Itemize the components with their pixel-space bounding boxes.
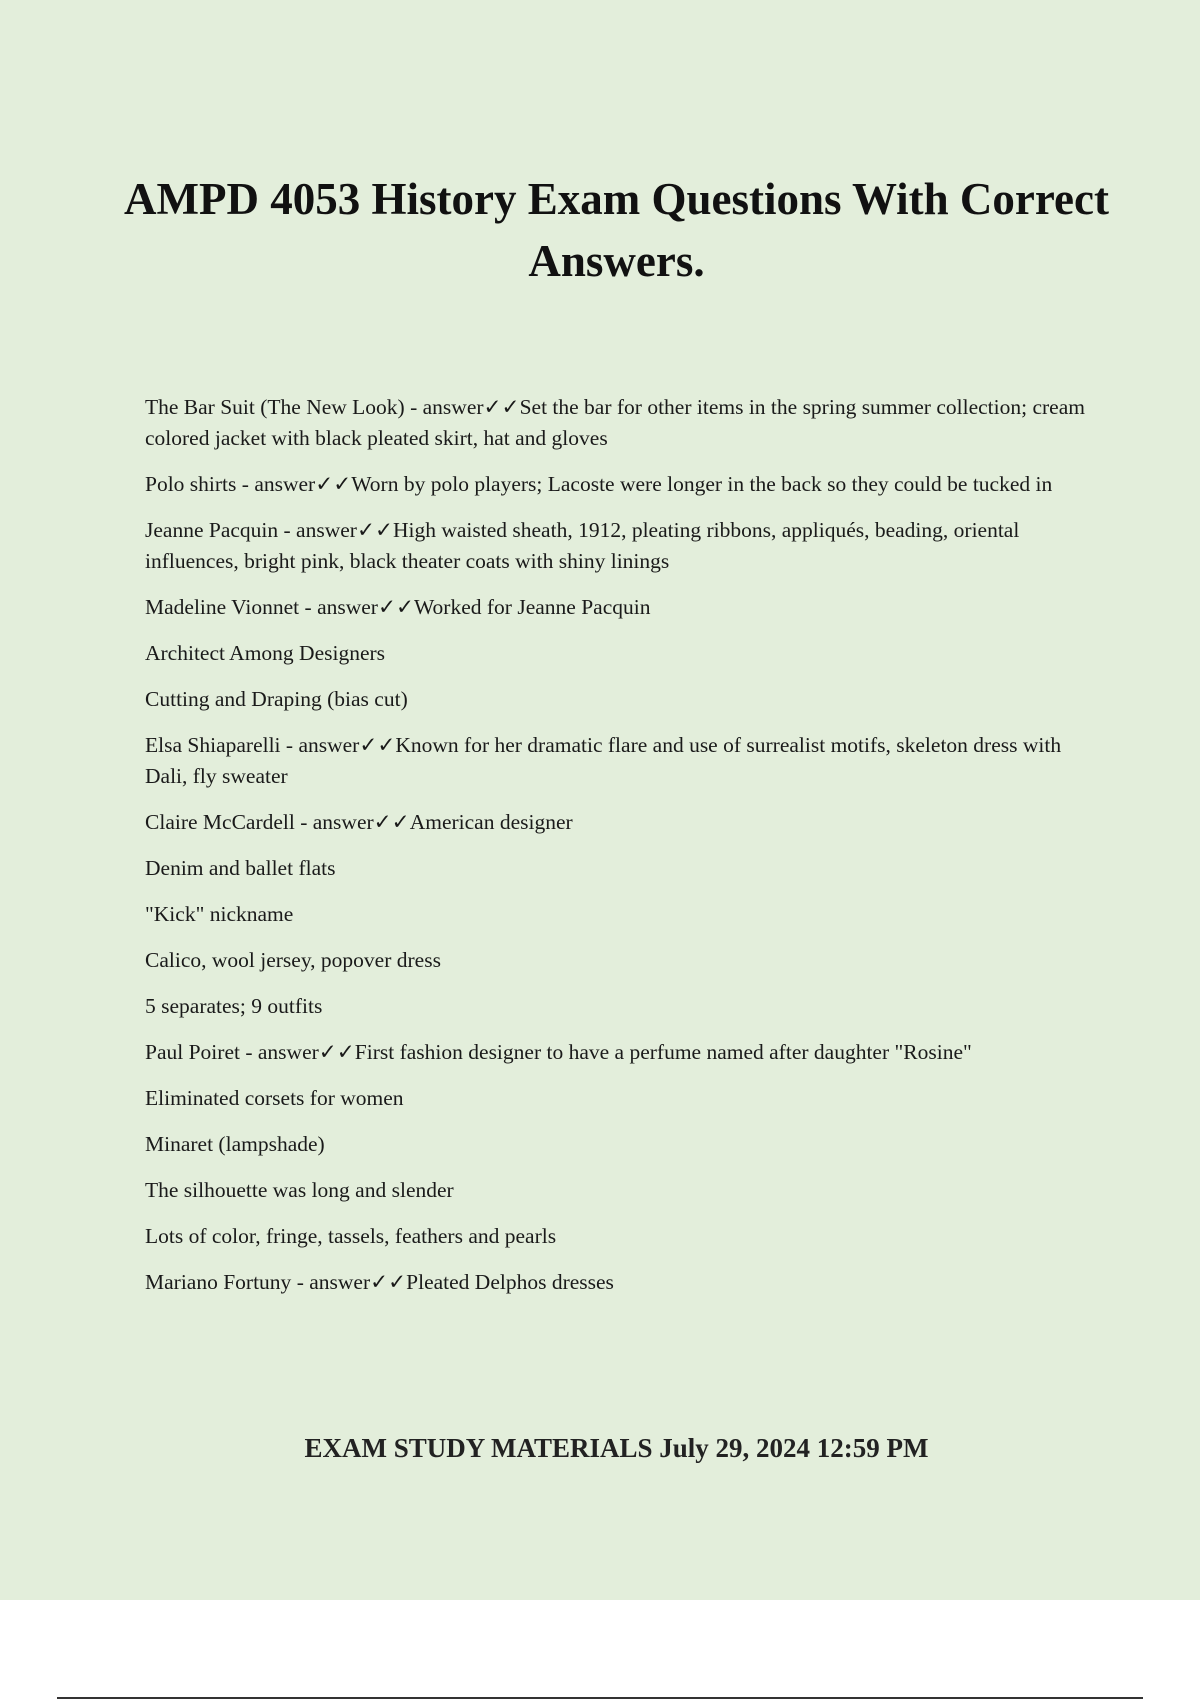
qa-list [145, 392, 1085, 1313]
qa-entry [145, 730, 1085, 792]
answer-marker: - answer✓✓ [280, 733, 396, 757]
document-footer: EXAM STUDY MATERIALS July 29, 2024 12:59 PM [304, 1433, 929, 1463]
entry-answer: First fashion designer to have a perfume named after daughter "Rosine" [354, 1040, 972, 1064]
entry-answer: Known for her dramatic flare and use of surrealist motifs, skeleton dress with Dali, fly sweater [145, 733, 1062, 788]
page-divider [57, 1697, 1143, 1699]
entry-term: Polo shirts [145, 472, 237, 496]
entry-note: 5 separates; 9 outfits [145, 994, 323, 1018]
entry-note: Lots of color, fringe, tassels, feathers and pearls [145, 1224, 557, 1248]
entry-note: Cutting and Draping (bias cut) [145, 687, 408, 711]
entry-note: Eliminated corsets for women [145, 1086, 404, 1110]
entry-note: Denim and ballet flats [145, 856, 336, 880]
entry-term: Elsa Shiaparelli [145, 733, 281, 757]
entry-answer: Worn by polo players; Lacoste were longer in the back so they could be tucked in [351, 472, 1053, 496]
entry-answer: American designer [409, 810, 573, 834]
answer-marker: - answer✓✓ [299, 595, 414, 619]
entry-answer: Set the bar for other items in the spring summer collection; cream colored jacket with black pleated skirt, hat and gloves [145, 395, 1085, 450]
entry-answer: Pleated Delphos dresses [406, 1270, 614, 1294]
qa-entry [145, 1037, 1085, 1068]
document-title: AMPD 4053 History Exam Questions With Correct Answers. [124, 174, 1109, 286]
entry-term: The Bar Suit (The New Look) [145, 395, 405, 419]
entry-note: The silhouette was long and slender [145, 1178, 454, 1202]
entry-term: Paul Poiret [145, 1040, 240, 1064]
entry-note: Architect Among Designers [145, 641, 386, 665]
entry-answer: Worked for Jeanne Pacquin [413, 595, 651, 619]
qa-entry [145, 469, 1085, 500]
answer-marker: - answer✓✓ [291, 1270, 407, 1294]
entry-term: Jeanne Pacquin [145, 518, 279, 542]
answer-marker: - answer✓✓ [239, 1040, 355, 1064]
qa-entry [145, 515, 1085, 577]
entry-note: Minaret (lampshade) [145, 1132, 325, 1156]
entry-answer: High waisted sheath, 1912, pleating ribbons, appliqués, beading, oriental influences, bright pink, black theater coats with shiny linings [145, 518, 1020, 573]
answer-marker: - answer✓✓ [294, 810, 410, 834]
qa-entry [145, 592, 1085, 623]
entry-note: "Kick" nickname [145, 902, 294, 926]
entry-term: Madeline Vionnet [145, 595, 300, 619]
answer-marker: - answer✓✓ [236, 472, 352, 496]
entry-term: Claire McCardell [145, 810, 295, 834]
qa-entry [145, 1267, 1085, 1298]
entry-note: Calico, wool jersey, popover dress [145, 948, 441, 972]
answer-marker: - answer✓✓ [278, 518, 393, 542]
qa-entry [145, 807, 1085, 838]
answer-marker: - answer✓✓ [404, 395, 520, 419]
qa-entry [145, 392, 1085, 454]
entry-term: Mariano Fortuny [145, 1270, 292, 1294]
